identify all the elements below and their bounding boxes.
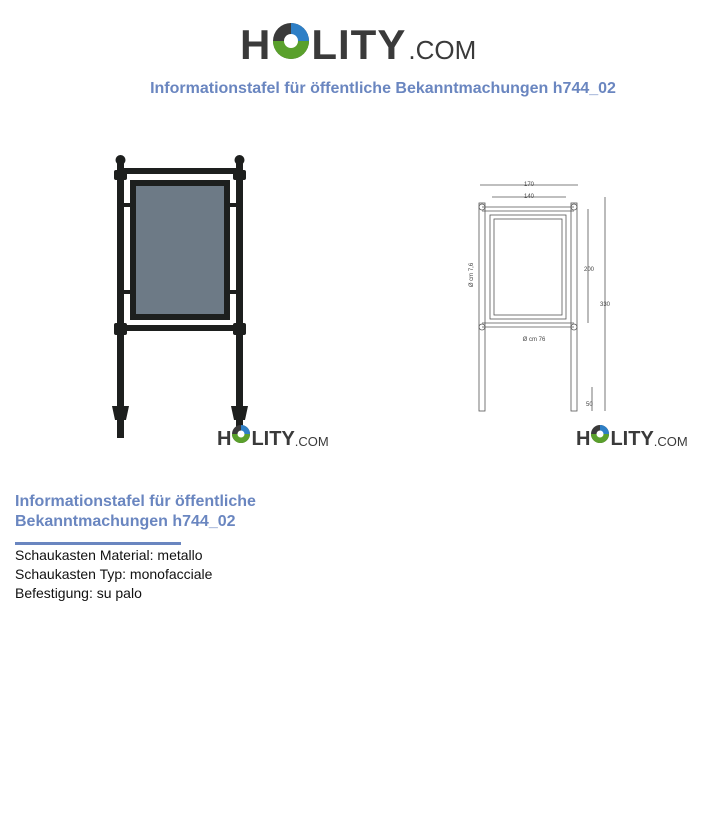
technical-drawing[interactable]	[460, 175, 620, 420]
product-title-line2: Bekanntmachungen h744_02	[15, 513, 236, 530]
logo-suffix: .COM	[408, 35, 477, 65]
watermark-letter-h: H	[576, 428, 591, 450]
product-specs	[15, 546, 212, 603]
dim-foot: 50	[586, 402, 593, 408]
site-logo[interactable]	[240, 14, 476, 66]
product-title-line1: Informationstafel für öffentliche	[15, 493, 256, 510]
dim-inner-width: 140	[523, 194, 535, 200]
title-underline	[15, 542, 181, 545]
product-title	[15, 492, 315, 532]
spec-mounting: Befestigung: su palo	[15, 585, 142, 601]
watermark-suffix: .COM	[653, 434, 688, 449]
dim-outer-width: 170	[523, 182, 535, 188]
watermark-letters-lity: LITY	[251, 428, 295, 450]
dim-panel-height: 200	[584, 267, 595, 273]
watermark-letter-h: H	[217, 428, 232, 450]
page-title: Informationstafel für öffentliche Bekanntmachungen h744_02	[150, 80, 616, 97]
dim-pole-diameter-horizontal: Ø cm 76	[522, 337, 546, 343]
watermark-o-icon	[231, 424, 251, 449]
logo-letters-lity: LITY	[311, 21, 407, 68]
product-photo[interactable]	[100, 148, 350, 448]
dim-total-height: 330	[600, 302, 611, 308]
spec-material: Schaukasten Material: metallo	[15, 547, 203, 563]
logo-letter-h: H	[240, 21, 272, 68]
spec-type: Schaukasten Typ: monofacciale	[15, 566, 213, 582]
watermark-letters-lity: LITY	[610, 428, 654, 450]
watermark-o-icon	[590, 424, 610, 449]
drawing-watermark	[576, 424, 688, 449]
watermark-suffix: .COM	[294, 434, 329, 449]
logo-o-icon	[271, 19, 311, 66]
dim-pole-diameter-vertical: Ø cm 7,6	[469, 262, 475, 288]
photo-watermark	[217, 424, 329, 449]
